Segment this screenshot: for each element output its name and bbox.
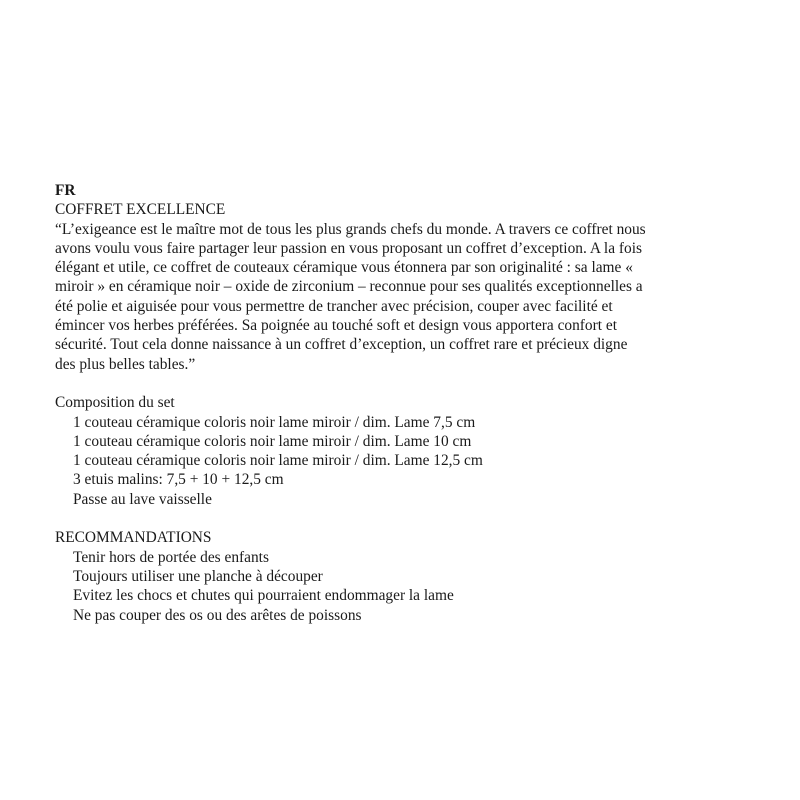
recommendations-heading: RECOMMANDATIONS (55, 529, 212, 547)
document-page (55, 181, 705, 625)
intro-line: des plus belles tables.” (55, 355, 196, 373)
composition-item: 3 etuis malins: 7,5 + 10 + 12,5 cm (73, 471, 284, 489)
document-title: COFFRET EXCELLENCE (55, 201, 226, 219)
intro-line: sécurité. Tout cela donne naissance à un coffret d’exception, un coffret rare et précieux digne (55, 336, 628, 354)
intro-line: été polie et aiguisée pour vous permettre de trancher avec précision, couper avec facilité et (55, 297, 613, 315)
intro-paragraph (55, 220, 705, 374)
composition-item: 1 couteau céramique coloris noir lame miroir / dim. Lame 10 cm (73, 432, 472, 450)
recommendations-list (55, 548, 705, 625)
composition-item: Passe au lave vaisselle (73, 490, 212, 508)
recommendation-item: Toujours utiliser une planche à découper (73, 567, 323, 585)
intro-line: miroir » en céramique noir – oxide de zirconium – reconnue pour ses qualités exceptionnelles a (55, 278, 643, 296)
composition-item: 1 couteau céramique coloris noir lame miroir / dim. Lame 12,5 cm (73, 452, 483, 470)
intro-line: émincer vos herbes préférées. Sa poignée au touché soft et design vous apportera confort et (55, 317, 617, 335)
composition-list (55, 413, 705, 509)
composition-item: 1 couteau céramique coloris noir lame miroir / dim. Lame 7,5 cm (73, 413, 476, 431)
recommendation-item: Evitez les chocs et chutes qui pourraient endommager la lame (73, 587, 454, 605)
section-spacer (55, 374, 705, 393)
recommendation-item: Ne pas couper des os ou des arêtes de poissons (73, 606, 362, 624)
intro-line: élégant et utile, ce coffret de couteaux céramique vous étonnera par son originalité : sa lame « (55, 259, 633, 277)
intro-line: “L’exigeance est le maître mot de tous les plus grands chefs du monde. A travers ce coffret nous (55, 220, 646, 238)
intro-line: avons voulu vous faire partager leur passion en vous proposant un coffret d’exception. A la fois (55, 239, 642, 257)
recommendation-item: Tenir hors de portée des enfants (73, 548, 269, 566)
composition-heading: Composition du set (55, 394, 175, 412)
section-spacer (55, 509, 705, 528)
language-label: FR (55, 182, 76, 199)
